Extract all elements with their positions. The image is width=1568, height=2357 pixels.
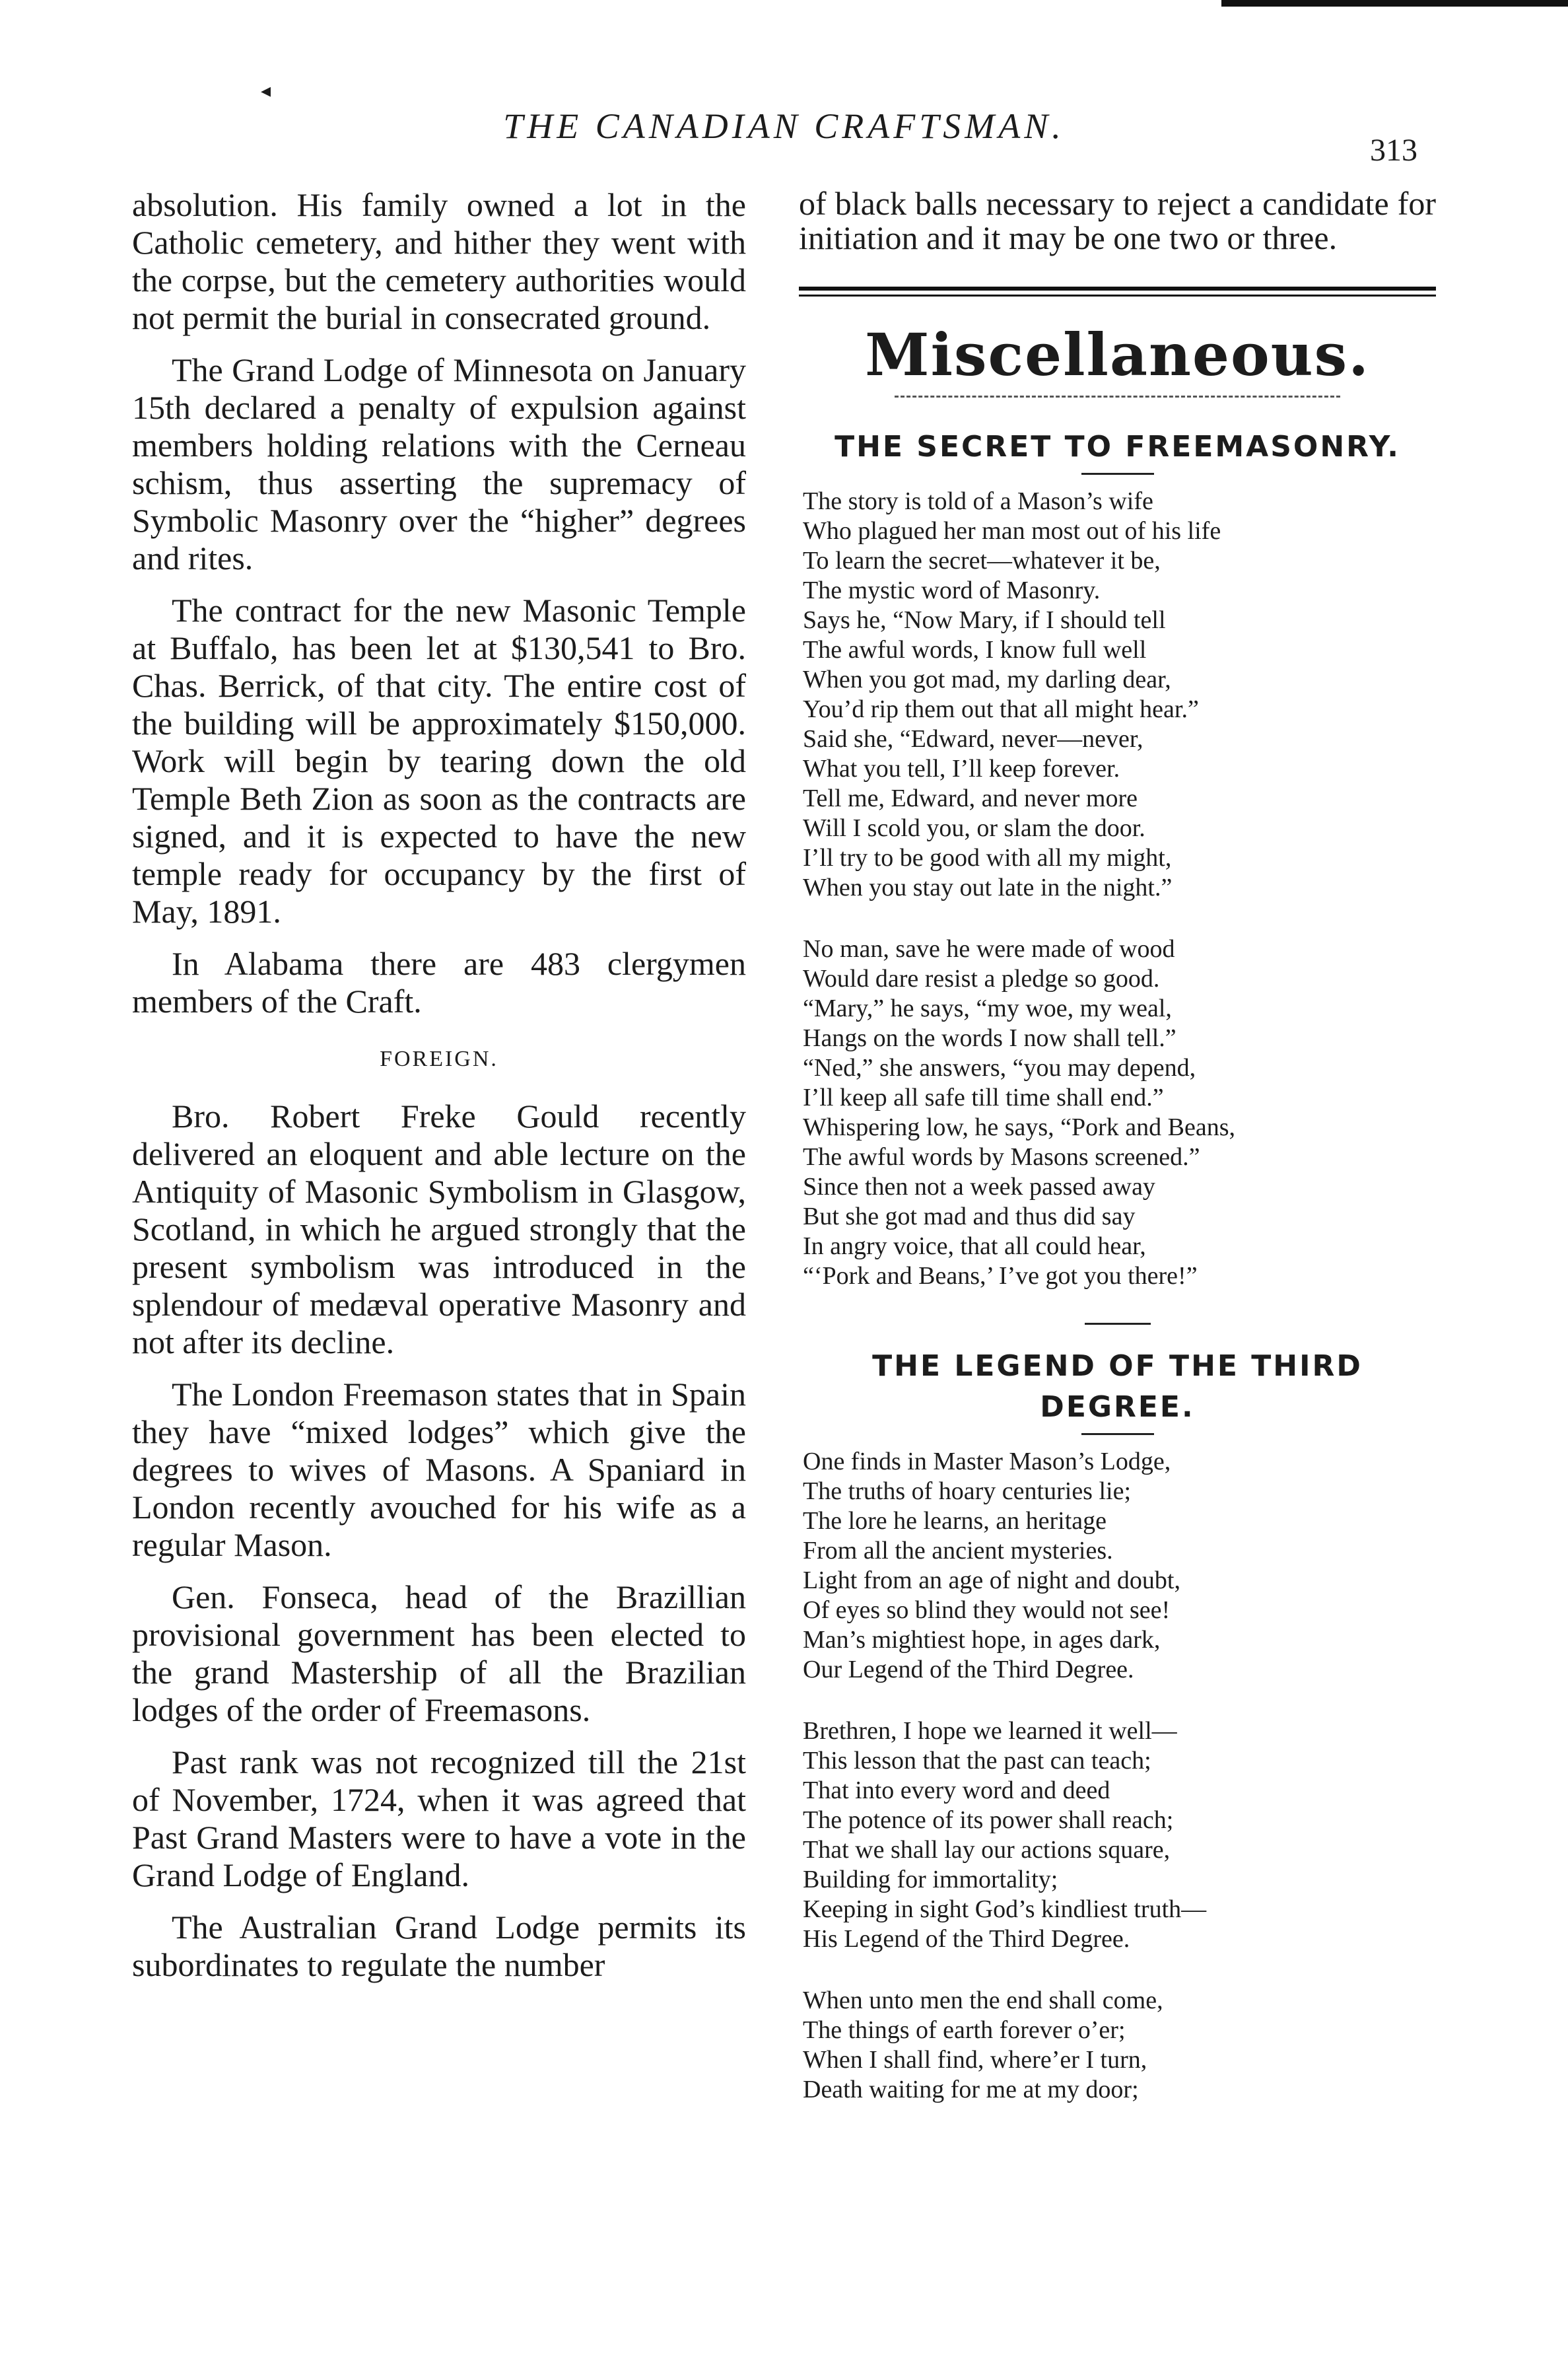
print-mark: ◂	[261, 80, 271, 102]
poem-line: This lesson that the past can teach;	[803, 1747, 1151, 1775]
poem-line: “‘Pork and Beans,’ I’ve got you there!”	[803, 1262, 1198, 1290]
paragraph: Past rank was not recognized till the 21st of November, 1724, when it was agreed that Past Grand Masters were to have a vote in the Grand Lodge of England.	[132, 1743, 746, 1893]
poem-line: “Mary,” he says, “my woe, my weal,	[803, 995, 1172, 1022]
poem-line: “Ned,” she answers, “you may depend,	[803, 1054, 1196, 1082]
paragraph: The Grand Lodge of Minnesota on January 15th declared a penalty of expulsion against members holding relations with the Cerneau schism, thus asserting the supremacy of Symbolic Masonry over the “higher” degrees and rites.	[132, 351, 746, 577]
poem-line: That into every word and deed	[803, 1777, 1110, 1804]
poem-line: Who plagued her man most out of his life	[803, 517, 1221, 545]
poem-line: The awful words, I know full well	[803, 636, 1147, 664]
stanza	[803, 1986, 1436, 2105]
paragraph: The London Freemason states that in Spain they have “mixed lodges” which give the degrees to wives of Masons. A Spaniard in London recently avouched for his wife as a regular Mason.	[132, 1376, 746, 1563]
poem-line: Said she, “Edward, never—never,	[803, 725, 1143, 753]
subheading-foreign: FOREIGN.	[380, 1047, 498, 1071]
title-rule	[1081, 473, 1154, 475]
left-column	[132, 186, 746, 1998]
poem-line: Since then not a week passed away	[803, 1173, 1155, 1201]
poem-line: In angry voice, that all could hear,	[803, 1232, 1146, 1260]
section-title: Miscellaneous.	[865, 320, 1370, 389]
right-column	[799, 186, 1436, 2136]
poem-separator	[1085, 1323, 1151, 1325]
poem-line: From all the ancient mysteries.	[803, 1537, 1113, 1565]
stanza	[803, 934, 1436, 1291]
poem-line: No man, save he were made of wood	[803, 935, 1175, 963]
paragraph: Gen. Fonseca, head of the Brazillian provisional government has been elected to the grand Mastership of all the Brazilian lodges of the order of Freemasons.	[132, 1578, 746, 1728]
poem-line: When you stay out late in the night.”	[803, 874, 1173, 901]
poem-line: The mystic word of Masonry.	[803, 577, 1101, 604]
poem-line: The truths of hoary centuries lie;	[803, 1477, 1132, 1505]
poem-line: The lore he learns, an heritage	[803, 1507, 1107, 1535]
title-rule	[1081, 1433, 1154, 1435]
poem-line: Keeping in sight God’s kindliest truth—	[803, 1895, 1207, 1923]
poem-line: The story is told of a Mason’s wife	[803, 487, 1153, 515]
poem-line: His Legend of the Third Degree.	[803, 1925, 1130, 1953]
poem-line: To learn the secret—whatever it be,	[803, 547, 1161, 575]
paragraph: In Alabama there are 483 clergymen members of the Craft.	[132, 945, 746, 1020]
paragraph: The contract for the new Masonic Temple at Buffalo, has been let at $130,541 to Bro. Chas. Berrick, of that city. The entire cost of the building will be approximately $150,000. Work will begin by tearing down the old Temple Beth Zion as soon as the contracts are signed, and it is expected to have the new temple ready for occupancy by the first of May, 1891.	[132, 592, 746, 930]
dashed-rule	[895, 396, 1341, 398]
poem-line: The things of earth forever o’er;	[803, 2016, 1126, 2044]
poem-line: I’ll keep all safe till time shall end.”	[803, 1084, 1164, 1111]
poem-line: When I shall find, where’er I turn,	[803, 2046, 1147, 2074]
stanza	[803, 1716, 1436, 1954]
poem-line: The potence of its power shall reach;	[803, 1806, 1174, 1834]
paragraph: The Australian Grand Lodge permits its subordinates to regulate the number	[132, 1909, 746, 1983]
paragraph: Bro. Robert Freke Gould recently delivered an eloquent and able lecture on the Antiquity of Masonic Symbolism in Glasgow, Scotland, in which he argued strongly that the present symbolism was introduced in the splendour of medæval operative Masonry and not after its decline.	[132, 1098, 746, 1360]
poem-line: Hangs on the words I now shall tell.”	[803, 1024, 1176, 1052]
poem-line: Of eyes so blind they would not see!	[803, 1596, 1171, 1624]
poem-line: Whispering low, he says, “Pork and Beans,	[803, 1113, 1236, 1141]
poem-line: Man’s mightiest hope, in ages dark,	[803, 1626, 1161, 1654]
paragraph: absolution. His family owned a lot in the Catholic cemetery, and hither they went with the corpse, but the cemetery authorities would not permit the burial in consecrated ground.	[132, 186, 746, 336]
running-title: THE CANADIAN CRAFTSMAN.	[503, 106, 1065, 146]
poem-line: Building for immortality;	[803, 1866, 1058, 1893]
poem-title: THE LEGEND OF THE THIRD DEGREE.	[872, 1349, 1363, 1424]
poem-title: THE SECRET TO FREEMASONRY.	[835, 430, 1400, 464]
poem-line: I’ll try to be good with all my might,	[803, 844, 1172, 872]
poem-line: Light from an age of night and doubt,	[803, 1566, 1180, 1594]
poem-line: The awful words by Masons screened.”	[803, 1143, 1200, 1171]
poem-line: You’d rip them out that all might hear.”	[803, 695, 1199, 723]
continued-paragraph: of black balls necessary to reject a candidate for initiation and it may be one two or three.	[799, 185, 1436, 256]
poem-line: When unto men the end shall come,	[803, 1987, 1163, 2014]
poem-line: What you tell, I’ll keep forever.	[803, 755, 1120, 783]
top-edge-rule	[1221, 0, 1568, 7]
poem-line: Our Legend of the Third Degree.	[803, 1656, 1134, 1683]
poem-line: Says he, “Now Mary, if I should tell	[803, 606, 1166, 634]
poem-line: But she got mad and thus did say	[803, 1203, 1136, 1230]
poem-line: Would dare resist a pledge so good.	[803, 965, 1160, 993]
stanza	[803, 487, 1436, 903]
poem-line: That we shall lay our actions square,	[803, 1836, 1171, 1864]
poem-line: Tell me, Edward, and never more	[803, 785, 1138, 812]
poem-line: Brethren, I hope we learned it well—	[803, 1717, 1177, 1745]
poem-line: One finds in Master Mason’s Lodge,	[803, 1448, 1171, 1475]
section-rule	[799, 287, 1436, 297]
poem-line: Will I scold you, or slam the door.	[803, 814, 1145, 842]
page-number: 313	[1370, 133, 1417, 168]
poem-line: Death waiting for me at my door;	[803, 2076, 1139, 2103]
poem-line: When you got mad, my darling dear,	[803, 666, 1171, 693]
stanza	[803, 1447, 1436, 1685]
